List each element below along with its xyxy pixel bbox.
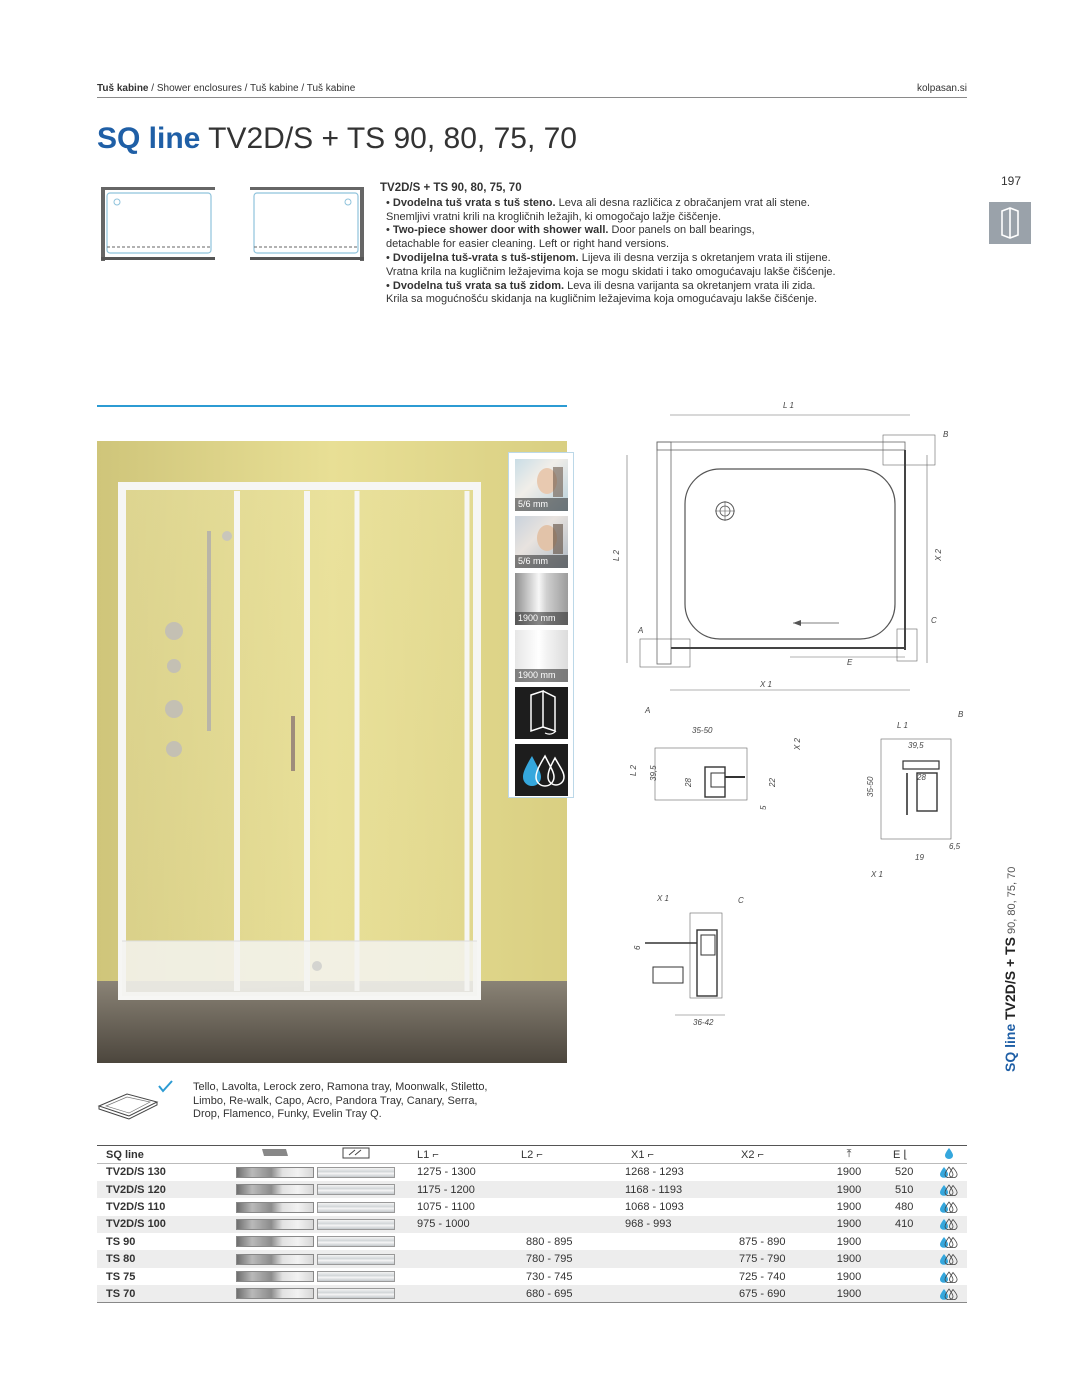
col-e-label: E [893,1149,901,1161]
col-e [889,1146,931,1164]
cell-drops [931,1181,967,1198]
cell-drops [931,1164,967,1181]
cell-l1 [397,1233,499,1250]
dim-6-5: 6,5 [949,842,961,851]
cell-x1 [601,1233,709,1250]
description-sub: Vratna krila na kugličnim ležajevima koja se mogu skidati i tako omogućavaju lakše čišćenje. [386,265,836,278]
cell-drops [931,1285,967,1302]
cell-x2 [709,1181,809,1198]
cell-glass [315,1250,397,1267]
cell-height: 1900 [809,1285,889,1302]
dimension-corner-icon: ⌐ [757,1148,764,1161]
description-item-bold: Dvodelna tuš vrata s tuš steno. [392,196,556,209]
cell-frame [235,1268,315,1285]
cell-height: 1900 [836,1235,862,1248]
cell-model: TS 75 [106,1270,136,1283]
section-accent-rule [97,405,567,407]
page-title [97,122,577,156]
frame-swatch [236,1288,314,1299]
dim-22: 22 [768,778,777,787]
water-drops-icon [939,1253,959,1265]
swatch-caption: 1900 mm [515,612,568,625]
frame-swatch [236,1236,314,1247]
cell-l2 [499,1216,601,1233]
shower-enclosure-icon [989,202,1031,244]
cell-drops [931,1268,967,1285]
cell-drops [931,1250,967,1267]
dim-a-l2: L 2 [629,765,638,776]
title-model: TV2D/S + TS 90, 80, 75, 70 [200,122,577,155]
cell-height: 1900 [809,1250,889,1267]
cell-glass [315,1268,397,1285]
side-product-label [1002,867,1018,1072]
cell-model: TV2D/S 110 [106,1200,166,1213]
table-row [97,1216,967,1233]
plan-left-icon [97,185,219,265]
cell-e [889,1268,931,1285]
cell-l1: 1175 - 1200 [397,1181,499,1198]
page-number: 197 [1001,174,1022,188]
spec-table [97,1145,967,1303]
description-item: • Dvodelna tuš vrata s tuš steno. Leva ali desna različica z obračanjem vrat ali stene. [386,196,810,209]
cell-x2 [709,1216,809,1233]
spec-table-wrap [97,1145,967,1303]
glass-swatch [317,1254,395,1265]
cell-height: 1900 [809,1181,889,1198]
cell-frame [235,1198,315,1215]
cell-drops [931,1216,967,1233]
cell-x2: 725 - 740 [739,1270,786,1283]
glass-height-icon [515,573,568,625]
col-x2 [709,1146,809,1164]
description-heading: TV2D/S + TS 90, 80, 75, 70 [380,182,522,194]
table-header-row [97,1146,967,1164]
glass-swatch [317,1202,395,1213]
description-item-text: Door panels on ball bearings, [608,224,755,237]
table-row [97,1250,967,1267]
door-reversible-icon [515,687,568,739]
frame-swatch [236,1184,314,1195]
cell-x2 [709,1198,809,1215]
dim-e: E [847,658,853,667]
description-item: • Two-piece shower door with shower wall. Door panels on ball bearings, [386,224,755,237]
water-drops-icon [515,744,568,796]
cell-model: TV2D/S 120 [97,1181,235,1198]
product-photo [97,441,567,1063]
col-l1-label: L1 [417,1148,430,1161]
cell-e: 410 [889,1216,931,1233]
dim-x1: X 1 [760,680,773,689]
cell-frame [235,1164,315,1181]
glass-swatch [317,1167,395,1178]
cell-x2: 675 - 690 [709,1285,809,1302]
door-opening-icon: ⌊ [903,1149,908,1161]
dim-x2: X 2 [934,548,943,561]
table-row [97,1181,967,1198]
water-drops-icon [939,1218,959,1230]
cell-l2: 680 - 695 [499,1285,601,1302]
description-item-bold: Dvodelna tuš vrata sa tuš zidom. [392,279,565,292]
dim-6: 6 [633,945,642,950]
col-x2-label: X2 [741,1148,755,1161]
cell-e [889,1285,931,1302]
cell-l2 [499,1181,601,1198]
dimension-corner-icon: ⌐ [647,1148,654,1161]
cell-x1 [601,1285,709,1302]
cell-x1: 968 - 993 [601,1216,709,1233]
cell-height: 1900 [809,1216,889,1233]
water-drops-icon [939,1166,959,1178]
site-link[interactable]: kolpasan.si [916,83,967,94]
description-item-bold: Two-piece shower door with shower wall. [392,224,609,237]
side-label-model: TV2D/S + TS [1002,937,1018,1024]
glass-swatch [317,1219,395,1230]
dim-b-x1: X 1 [871,870,884,879]
cell-x1: 1068 - 1093 [625,1200,684,1213]
cell-e: 510 [889,1181,931,1198]
label-c: C [931,616,937,625]
description-item-bold: Dvodijelna tuš-vrata s tuš-stijenom. [392,251,579,264]
frame-swatch [236,1202,314,1213]
glass-swatch [317,1271,395,1282]
label-b: B [943,430,949,439]
glass-swatch [317,1288,395,1299]
frame-swatch [236,1167,314,1178]
cell-l2: 730 - 745 [526,1270,573,1283]
cell-x1: 1168 - 1193 [601,1181,709,1198]
swatch-caption: 5/6 mm [515,555,568,568]
dim-l1: L 1 [783,401,794,410]
col-x1 [601,1146,709,1164]
cell-e [889,1233,931,1250]
product-description [380,182,920,307]
glass-height-icon [515,630,568,682]
dimension-corner-icon: ⌐ [536,1148,543,1161]
table-row [97,1164,967,1181]
water-drops-icon [939,1288,959,1300]
cell-l1: 1075 - 1100 [417,1200,475,1213]
water-drops-icon [939,1271,959,1283]
cell-glass [315,1164,397,1181]
cell-x1 [601,1268,709,1285]
water-drops-icon [939,1236,959,1248]
description-item-text: Leva ali desna različica z obračanjem vrat ali stene. [555,196,810,209]
cell-drops [931,1198,967,1215]
compatible-trays-text: Tello, Lavolta, Lerock zero, Ramona tray, Moonwalk, Stiletto, Limbo, Re-walk, Capo, Acro, Pandora Tray, Canary, Serra, Drop, Flamenco, Funky, Evelin Tray Q. [193,1081,488,1121]
table-row [97,1285,967,1302]
glass-swatch [317,1236,395,1247]
cell-l1 [397,1285,499,1302]
table-row [97,1198,967,1215]
plan-right-icon [246,185,368,265]
dim-b-28: 28 [917,773,926,782]
detail-b-title: B [958,710,964,719]
frame-swatch [236,1271,314,1282]
cell-model: TS 70 [97,1285,235,1302]
title-brand: SQ line [97,122,201,155]
frame-swatch [236,1254,314,1265]
description-item-text: Lijeva ili desna verzija s okretanjem vrata ili stijene. [578,251,831,264]
side-label-brand: SQ line [1002,1023,1018,1072]
table-row [97,1268,967,1285]
swatch-caption: 1900 mm [515,669,568,682]
header-rule [97,97,967,98]
col-l2-label: L2 [521,1148,534,1161]
cell-frame [235,1216,315,1233]
dim-28: 28 [684,778,693,787]
description-sub: detachable for easier cleaning. Left or right hand versions. [386,238,670,251]
detail-c-title: C [738,896,744,905]
water-drops-icon [939,1184,959,1196]
dim-a-x2: X 2 [793,737,802,750]
cell-model: TS 80 [97,1250,235,1267]
cell-model: TV2D/S 130 [106,1166,166,1179]
cell-l1: 1275 - 1300 [417,1166,476,1179]
dim-35-50: 35-50 [692,726,713,735]
glass-type-icon [315,1146,397,1164]
cell-glass [315,1198,397,1215]
cell-l2: 780 - 795 [499,1250,601,1267]
cell-height: 1900 [836,1166,862,1179]
breadcrumb-bold: Tuš kabine [97,83,149,94]
table-row [97,1233,967,1250]
cell-l2: 880 - 895 [526,1235,573,1248]
col-l1 [397,1146,499,1164]
dim-b-l1: L 1 [897,721,908,730]
dim-l2: L 2 [612,550,621,561]
glass-swatch [317,1184,395,1195]
dim-c-x1: X 1 [657,894,670,903]
cell-e: 520 [895,1166,914,1179]
cell-l2 [499,1164,601,1181]
breadcrumb [97,83,355,94]
cell-e: 480 [895,1200,914,1213]
dim-b-35-50: 35-50 [866,776,875,797]
glass-face-icon [515,516,568,568]
glass-face-icon [515,459,568,511]
feature-swatches [508,452,574,798]
cell-x1: 1268 - 1293 [625,1166,684,1179]
description-sub: Snemljivi vratni krili na krogličnih ležajih, ki omogočajo lažje čiščenje. [386,210,722,223]
description-item: • Dvodijelna tuš-vrata s tuš-stijenom. Lijeva ili desna verzija s okretanjem vrata ili stijene. [386,251,831,264]
col-l2 [499,1146,601,1164]
cell-height: 1900 [836,1200,862,1213]
cell-glass [315,1181,397,1198]
description-sub: Krila sa mogućnošću skidanja na kugličnim ležajevima koja omogućavaju lakše čišćenje. [386,293,818,306]
cell-glass [315,1216,397,1233]
swatch-caption: 5/6 mm [515,498,568,511]
cell-e [889,1250,931,1267]
col-x1-label: X1 [631,1148,645,1161]
dim-19: 19 [915,853,924,862]
cell-height: 1900 [836,1270,862,1283]
cell-model: TV2D/S 100 [97,1216,235,1233]
cell-glass [315,1285,397,1302]
shower-tray-icon [97,1080,177,1125]
cell-l1: 975 - 1000 [397,1216,499,1233]
cell-model: TS 90 [106,1235,136,1248]
description-item: • Dvodelna tuš vrata sa tuš zidom. Leva ili desna varijanta sa okretanjem vrata ili zida. [386,279,816,292]
frame-profile-icon [235,1146,315,1164]
frame-swatch [236,1219,314,1230]
dim-b-39-5: 39,5 [908,741,924,750]
cell-x2: 875 - 890 [739,1235,786,1248]
cell-x2: 775 - 790 [709,1250,809,1267]
cell-l1 [397,1268,499,1285]
cell-frame [235,1285,315,1302]
cell-l2 [499,1198,601,1215]
cell-x2 [709,1164,809,1181]
side-label-sizes: 90, 80, 75, 70 [1006,866,1018,938]
dim-5: 5 [759,805,768,810]
col-model: SQ line [97,1146,235,1164]
cell-x1 [601,1250,709,1267]
cell-frame [235,1233,315,1250]
cell-frame [235,1181,315,1198]
technical-drawings [605,395,985,1045]
dim-36-42: 36-42 [693,1018,714,1027]
height-icon: ⤒ [809,1146,889,1164]
dim-39-5: 39,5 [649,765,658,781]
breadcrumb-rest: / Shower enclosures / Tuš kabine / Tuš kabine [148,83,356,94]
cell-l1 [397,1250,499,1267]
detail-a-title: A [645,706,651,715]
label-a: A [638,626,644,635]
cell-frame [235,1250,315,1267]
cell-glass [315,1233,397,1250]
water-drops-icon [939,1201,959,1213]
cell-drops [931,1233,967,1250]
water-drop-icon [931,1146,967,1164]
dimension-corner-icon: ⌐ [432,1148,439,1161]
description-item-text: Leva ili desna varijanta sa okretanjem vrata ili zida. [564,279,816,292]
